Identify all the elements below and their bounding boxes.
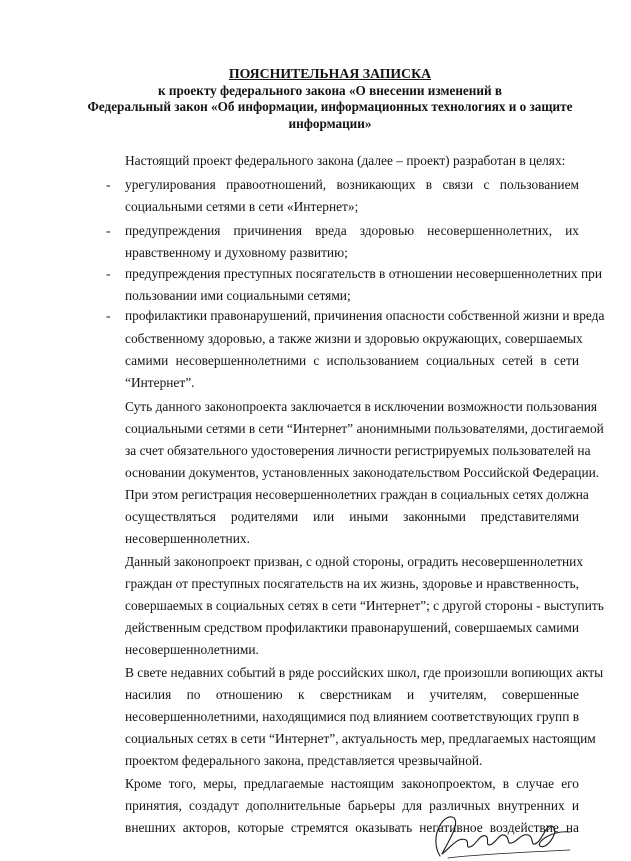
bullet-line: предупреждения причинения вреда здоровью несовершеннолетних, их [125,223,579,238]
document-title: ПОЯСНИТЕЛЬНАЯ ЗАПИСКА [228,66,432,81]
paragraph-line: Данный законопроект призван, с одной стороны, оградить несовершеннолетних [125,554,584,569]
paragraph-line: граждан от преступных посягательств на их жизнь, здоровье и нравственность, [125,576,579,591]
paragraph-line: несовершеннолетними, находящимися под влиянием соответствующих групп в [125,709,580,724]
paragraph-line: социальными сетями в сети “Интернет” анонимными пользователями, достигаемой [125,421,604,436]
bullet-line: предупреждения преступных посягательств в отношении несовершеннолетних при [125,266,603,281]
paragraph-line: Кроме того, меры, предлагаемые настоящим законопроектом, в случае его [125,776,579,791]
bullet-line: собственному здоровью, а также жизни и здоровью окружающих, совершаемых [125,331,583,346]
paragraph-line: принятия, создадут дополнительные барьеры для различных внутренних и [125,798,579,813]
paragraph-line: несовершеннолетними. [125,642,259,657]
bullet-marker: - [106,266,111,281]
paragraph-line: действенным средством профилактики правонарушений, совершаемых самими [125,620,580,635]
bullet-marker: - [106,177,111,192]
paragraph-line: внешних акторов, которые стремятся оказывать негативное воздействие на [125,820,579,835]
header-subtitle-line: к проекту федерального закона «О внесении изменений в [157,82,502,98]
bullet-marker: - [106,308,111,323]
paragraph-line: основании документов, установленных законодательством Российской Федерации. [125,465,600,480]
bullet-line: социальными сетями в сети «Интернет»; [125,199,359,214]
bullet-line: урегулирования правоотношений, возникающих в связи с пользованием [125,177,579,192]
bullet-line: профилактики правонарушений, причинения опасности собственной жизни и вреда [125,308,605,323]
paragraph-line: проектом федерального закона, представляется чрезвычайной. [125,753,483,768]
intro-line: Настоящий проект федерального закона (далее – проект) разработан в целях: [125,153,566,168]
handwritten-signature [420,806,580,861]
header-subtitle-line: информации» [288,115,372,131]
paragraph-line: Суть данного законопроекта заключается в исключении возможности пользования [125,399,598,414]
document-header [60,66,600,132]
paragraph-line: несовершеннолетних. [125,531,250,546]
bullet-marker: - [106,223,111,238]
paragraph-line: При этом регистрация несовершеннолетних граждан в социальных сетях должна [125,487,589,502]
header-subtitle-line: Федеральный закон «Об информации, информационных технологиях и о защите [87,99,573,114]
paragraph-line: совершаемых в социальных сетях в сети “Интернет”; с другой стороны - выступить [125,598,604,613]
paragraph-line: осуществляться родителями или иными законными представителями [125,509,579,524]
bullet-line: самими несовершеннолетними с использованием социальных сетей в сети [125,353,579,368]
bullet-line: нравственному и духовному развитию; [125,245,348,260]
bullet-line: “Интернет”. [125,375,195,390]
bullet-line: пользовании ими социальными сетями; [125,288,351,303]
paragraph-line: В свете недавних событий в ряде российских школ, где произошли вопиющих акты [125,665,604,680]
paragraph-line: социальных сетях в сети “Интернет”, актуальность мер, предлагаемых настоящим [125,731,596,746]
paragraph-line: за счет обязательного удостоверения личности регистрируемых пользователей на [125,443,591,458]
paragraph-line: насилия по отношению к сверстникам и учителям, совершенные [125,687,579,702]
